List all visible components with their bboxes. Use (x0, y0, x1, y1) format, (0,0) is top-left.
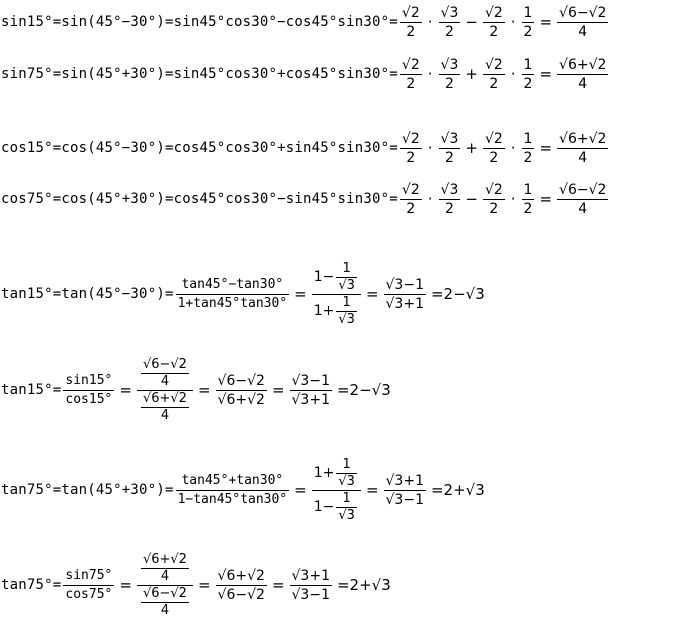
inner-fraction (141, 586, 189, 619)
numerator: 1 (342, 260, 351, 276)
equals-sign: = (271, 576, 285, 594)
equation-sin75 (1, 52, 610, 96)
fraction (384, 472, 426, 509)
fraction (483, 56, 505, 93)
final-result: =2−√3 (430, 285, 485, 303)
denominator: 4 (578, 75, 588, 92)
denominator (312, 295, 361, 328)
equation-lhs: tan75°= (1, 577, 62, 593)
denominator: 4 (578, 23, 588, 40)
numerator: 1 (523, 56, 533, 73)
numerator: tan45°−tan30° (181, 276, 284, 292)
equation-lhs: sin75°=sin(45°+30°)=sin45°cos30°+cos45°sin30°= (1, 66, 398, 82)
equals-sign: = (197, 576, 211, 594)
multiply-dot: · (510, 190, 516, 208)
numerator: √3 (440, 4, 459, 21)
numerator: sin15° (65, 372, 113, 388)
numerator: 1 (523, 181, 533, 198)
equals-sign: = (539, 13, 553, 31)
fraction (63, 372, 114, 409)
denominator: √3 (338, 473, 355, 489)
result-fraction (557, 56, 608, 93)
denominator: 2 (489, 200, 499, 217)
numerator: sin75° (65, 567, 113, 583)
result-fraction (557, 181, 608, 218)
fraction (400, 56, 422, 93)
equation-tan15-ratio (1, 350, 394, 430)
equation-tan75-sum (1, 452, 488, 528)
numerator: √3 (440, 181, 459, 198)
operator: + (465, 139, 478, 157)
fraction (439, 56, 461, 93)
inner-fraction (336, 491, 357, 524)
numerator: √3−1 (385, 276, 424, 293)
fraction (522, 4, 535, 41)
equation-cos75 (1, 177, 610, 221)
compound-fraction (312, 261, 361, 328)
compound-fraction (137, 357, 193, 424)
compound-fraction (137, 552, 193, 619)
numerator (312, 261, 361, 294)
denominator: 2 (444, 23, 454, 40)
fraction (400, 130, 422, 167)
numerator: √2 (484, 181, 503, 198)
operator: + (465, 65, 478, 83)
fraction (483, 130, 505, 167)
multiply-dot: · (510, 13, 516, 31)
denominator: 2 (444, 75, 454, 92)
numerator: √2 (401, 4, 420, 21)
denominator: √6−√2 (217, 586, 265, 603)
numerator: √3−1 (291, 372, 330, 389)
multiply-dot: · (427, 65, 433, 83)
fraction (216, 567, 267, 604)
denominator: 2 (523, 23, 533, 40)
denominator (312, 491, 361, 524)
fraction (522, 181, 535, 218)
fraction (483, 181, 505, 218)
equals-sign: = (365, 481, 379, 499)
equation-lhs: sin15°=sin(45°−30°)=sin45°cos30°−cos45°sin30°= (1, 14, 398, 30)
denominator: 4 (160, 407, 170, 423)
numerator: 1 (523, 130, 533, 147)
inner-fraction (141, 391, 189, 424)
denominator: √3 (338, 311, 355, 327)
denominator: 2 (406, 75, 416, 92)
denominator-prefix: 1− (313, 499, 335, 515)
equation-cos15 (1, 126, 610, 170)
equals-sign: = (539, 139, 553, 157)
numerator: √6+√2 (559, 130, 607, 147)
numerator: √2 (484, 4, 503, 21)
equation-lhs: cos15°=cos(45°−30°)=cos45°cos30°+sin45°sin30°= (1, 140, 398, 156)
equation-lhs: tan75°=tan(45°+30°)= (1, 482, 174, 498)
equals-sign: = (197, 381, 211, 399)
final-result: =2+√3 (336, 576, 391, 594)
equals-sign: = (365, 285, 379, 303)
denominator: 4 (160, 602, 170, 618)
denominator: 4 (578, 200, 588, 217)
fraction (63, 567, 114, 604)
denominator: 4 (578, 149, 588, 166)
fraction (439, 130, 461, 167)
denominator: 2 (406, 200, 416, 217)
equals-sign: = (271, 381, 285, 399)
denominator: 2 (489, 149, 499, 166)
result-fraction (557, 130, 608, 167)
final-result: =2+√3 (430, 481, 485, 499)
denominator: 4 (160, 373, 170, 389)
equals-sign: = (294, 285, 307, 303)
multiply-dot: · (427, 139, 433, 157)
fraction (483, 4, 505, 41)
compound-fraction (312, 457, 361, 524)
equation-lhs: cos75°=cos(45°+30°)=cos45°cos30°−sin45°sin30°= (1, 191, 398, 207)
denominator-prefix: 1+ (313, 303, 335, 319)
denominator: √6+√2 (217, 391, 265, 408)
denominator (137, 586, 193, 619)
numerator: √2 (484, 130, 503, 147)
equals-sign: = (539, 65, 553, 83)
numerator: √6+√2 (142, 551, 187, 567)
fraction (439, 4, 461, 41)
equation-tan15-difference (1, 256, 488, 332)
fraction (384, 276, 426, 313)
numerator: √2 (401, 181, 420, 198)
inner-fraction (336, 295, 357, 328)
denominator: 1+tan45°tan30° (177, 295, 288, 311)
numerator: √6−√2 (142, 585, 187, 601)
denominator: 2 (489, 23, 499, 40)
numerator: √6−√2 (142, 356, 187, 372)
operator: − (465, 13, 478, 31)
denominator: 2 (523, 200, 533, 217)
denominator: 2 (406, 149, 416, 166)
equation-tan75-ratio (1, 545, 394, 625)
denominator: √3 (338, 507, 355, 523)
numerator: √3 (440, 56, 459, 73)
denominator: 1−tan45°tan30° (177, 491, 288, 507)
equals-sign: = (119, 381, 132, 399)
numerator: 1 (342, 294, 351, 310)
equals-sign: = (294, 481, 307, 499)
fraction (176, 276, 290, 313)
denominator: √3−1 (385, 491, 424, 508)
inner-fraction (141, 552, 189, 585)
numerator: √6+√2 (217, 567, 265, 584)
final-result: =2−√3 (336, 381, 391, 399)
numerator: √2 (401, 56, 420, 73)
denominator: √3+1 (385, 295, 424, 312)
fraction (522, 130, 535, 167)
numerator (137, 552, 193, 585)
numerator: √6+√2 (142, 390, 187, 406)
denominator: 2 (406, 23, 416, 40)
numerator-prefix: 1− (313, 269, 335, 285)
numerator: √6+√2 (559, 56, 607, 73)
denominator: 2 (444, 200, 454, 217)
fraction (290, 567, 332, 604)
numerator-prefix: 1+ (313, 465, 335, 481)
numerator (312, 457, 361, 490)
fraction (400, 181, 422, 218)
multiply-dot: · (510, 65, 516, 83)
inner-fraction (141, 357, 189, 390)
fraction (176, 472, 290, 509)
numerator: 1 (342, 456, 351, 472)
denominator: 2 (444, 149, 454, 166)
fraction (522, 56, 535, 93)
denominator: √3 (338, 277, 355, 293)
denominator: √3+1 (291, 391, 330, 408)
numerator: √2 (401, 130, 420, 147)
numerator: 1 (523, 4, 533, 21)
numerator: √6−√2 (217, 372, 265, 389)
operator: − (465, 190, 478, 208)
numerator: √3 (440, 130, 459, 147)
denominator: 4 (160, 568, 170, 584)
numerator: √2 (484, 56, 503, 73)
denominator: 2 (489, 75, 499, 92)
numerator: 1 (342, 490, 351, 506)
numerator: √3+1 (291, 567, 330, 584)
inner-fraction (336, 457, 357, 490)
multiply-dot: · (427, 190, 433, 208)
equals-sign: = (539, 190, 553, 208)
fraction (290, 372, 332, 409)
equation-lhs: tan15°= (1, 382, 62, 398)
fraction (216, 372, 267, 409)
fraction (439, 181, 461, 218)
equation-sin15 (1, 0, 610, 44)
multiply-dot: · (427, 13, 433, 31)
inner-fraction (336, 261, 357, 294)
numerator (137, 357, 193, 390)
fraction (400, 4, 422, 41)
numerator: √6−√2 (559, 4, 607, 21)
denominator: cos75° (65, 586, 113, 602)
numerator: tan45°+tan30° (181, 472, 284, 488)
numerator: √3+1 (385, 472, 424, 489)
equals-sign: = (119, 576, 132, 594)
numerator: √6−√2 (559, 181, 607, 198)
denominator: 2 (523, 149, 533, 166)
denominator: cos15° (65, 391, 113, 407)
denominator (137, 391, 193, 424)
result-fraction (557, 4, 608, 41)
multiply-dot: · (510, 139, 516, 157)
denominator: √3−1 (291, 586, 330, 603)
equation-lhs: tan15°=tan(45°−30°)= (1, 286, 174, 302)
denominator: 2 (523, 75, 533, 92)
